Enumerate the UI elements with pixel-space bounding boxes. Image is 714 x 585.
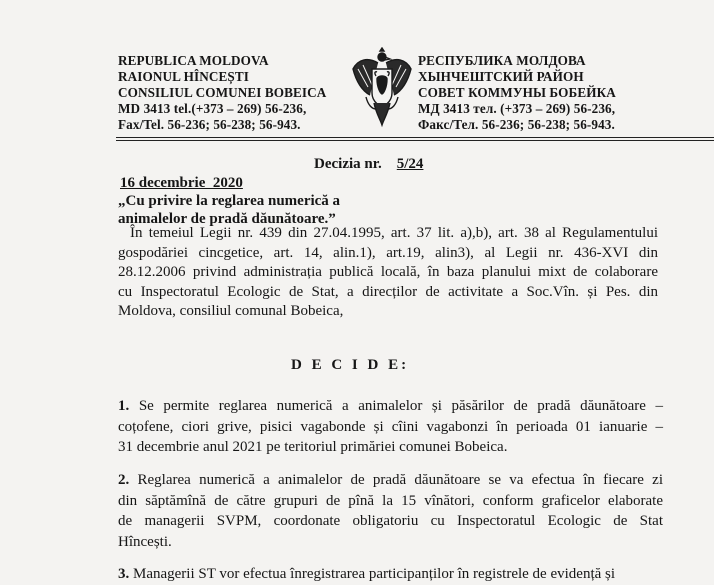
decide-heading: D E C I D E: — [291, 357, 410, 373]
intro-line: cu Inspectoratul Ecologic de Stat, a direcților de activitate a Soc.Vîn. și Pes. din — [118, 283, 658, 300]
decision-label: Decizia nr. — [314, 156, 382, 172]
point-line: de managerii SVPM, coordonate obligatoriu cu Inspectoratul Ecologic de Stat — [118, 513, 663, 529]
decision-subject — [118, 192, 340, 228]
point-line: Managerii ST vor efectua înregistrarea participanților în registrele de evidență și — [133, 566, 616, 582]
point-3 — [118, 564, 663, 585]
header-divider — [116, 140, 714, 141]
header-right-line: СОВЕТ КОММУНЫ БОБЕЙКА — [418, 85, 616, 100]
header-right-line: РЕСПУБЛИКА МОЛДОВА — [418, 53, 586, 68]
point-line: Reglarea numerică a animalelor de pradă dăunătoare se va efectua în fiecare zi — [137, 472, 664, 488]
decision-date: 16 decembrie 2020 — [120, 175, 243, 191]
decision-title — [314, 156, 423, 173]
intro-line: 28.12.2006 privind administrația publică locală, în baza planului mixt de colaborare — [118, 264, 658, 281]
moldova-coat-of-arms-icon — [350, 47, 414, 129]
header-right-russian — [418, 53, 616, 133]
header-left-line: REPUBLICA MOLDOVA — [118, 53, 269, 68]
header-divider — [116, 137, 714, 138]
intro-line: gospodăriei cincgetice, art. 14, alin.1), art.19, alin3), al Legii nr. 436-XVI din — [118, 244, 658, 261]
point-1 — [118, 396, 663, 458]
header-left-line: RAIONUL HÎNCEȘTI — [118, 69, 249, 84]
point-line: Hîncești. — [118, 533, 172, 550]
header-right-line: Факс/Тел. 56-236; 56-238; 56-943. — [418, 117, 615, 132]
point-number: 2. — [118, 472, 130, 488]
intro-line: Moldova, consiliul comunal Bobeica, — [118, 303, 344, 320]
subject-line: „Cu privire la reglarea numerică a — [118, 193, 341, 209]
intro-line: În temeiul Legii nr. 439 din 27.04.1995, art. 37 lit. a),b), art. 38 al Regulamentului — [130, 225, 658, 241]
point-number: 3. — [118, 566, 130, 582]
header-left-line: MD 3413 tel.(+373 – 269) 56-236, — [118, 101, 307, 116]
point-2 — [118, 470, 663, 552]
point-line: coțofene, ciori grive, pisici vagabonde și cîini vagabonzi în perioada 01 ianuarie – — [118, 418, 663, 435]
header-right-line: ХЫНЧЕШТСКИЙ РАЙОН — [418, 69, 584, 84]
point-line: Se permite reglarea numerică a animalelor și păsărilor de pradă dăunătoare – — [138, 398, 664, 414]
point-line: din săptămînă de către grupuri de pînă la 15 vînători, conform graficelor elaborate — [118, 492, 663, 509]
header-right-line: МД 3413 тел. (+373 – 269) 56-236, — [418, 101, 616, 116]
header-left-romanian — [118, 53, 326, 133]
intro-paragraph — [118, 224, 658, 322]
subject-line: animalelor de pradă dăunătoare.” — [118, 211, 336, 227]
header-left-line: CONSILIUL COMUNEI BOBEICA — [118, 85, 327, 100]
header-left-line: Fax/Tel. 56-236; 56-238; 56-943. — [118, 117, 301, 132]
point-number: 1. — [118, 398, 130, 414]
point-line: 31 decembrie anul 2021 pe teritoriul primăriei comunei Bobeica. — [118, 439, 508, 455]
decision-number: 5/24 — [396, 156, 424, 172]
